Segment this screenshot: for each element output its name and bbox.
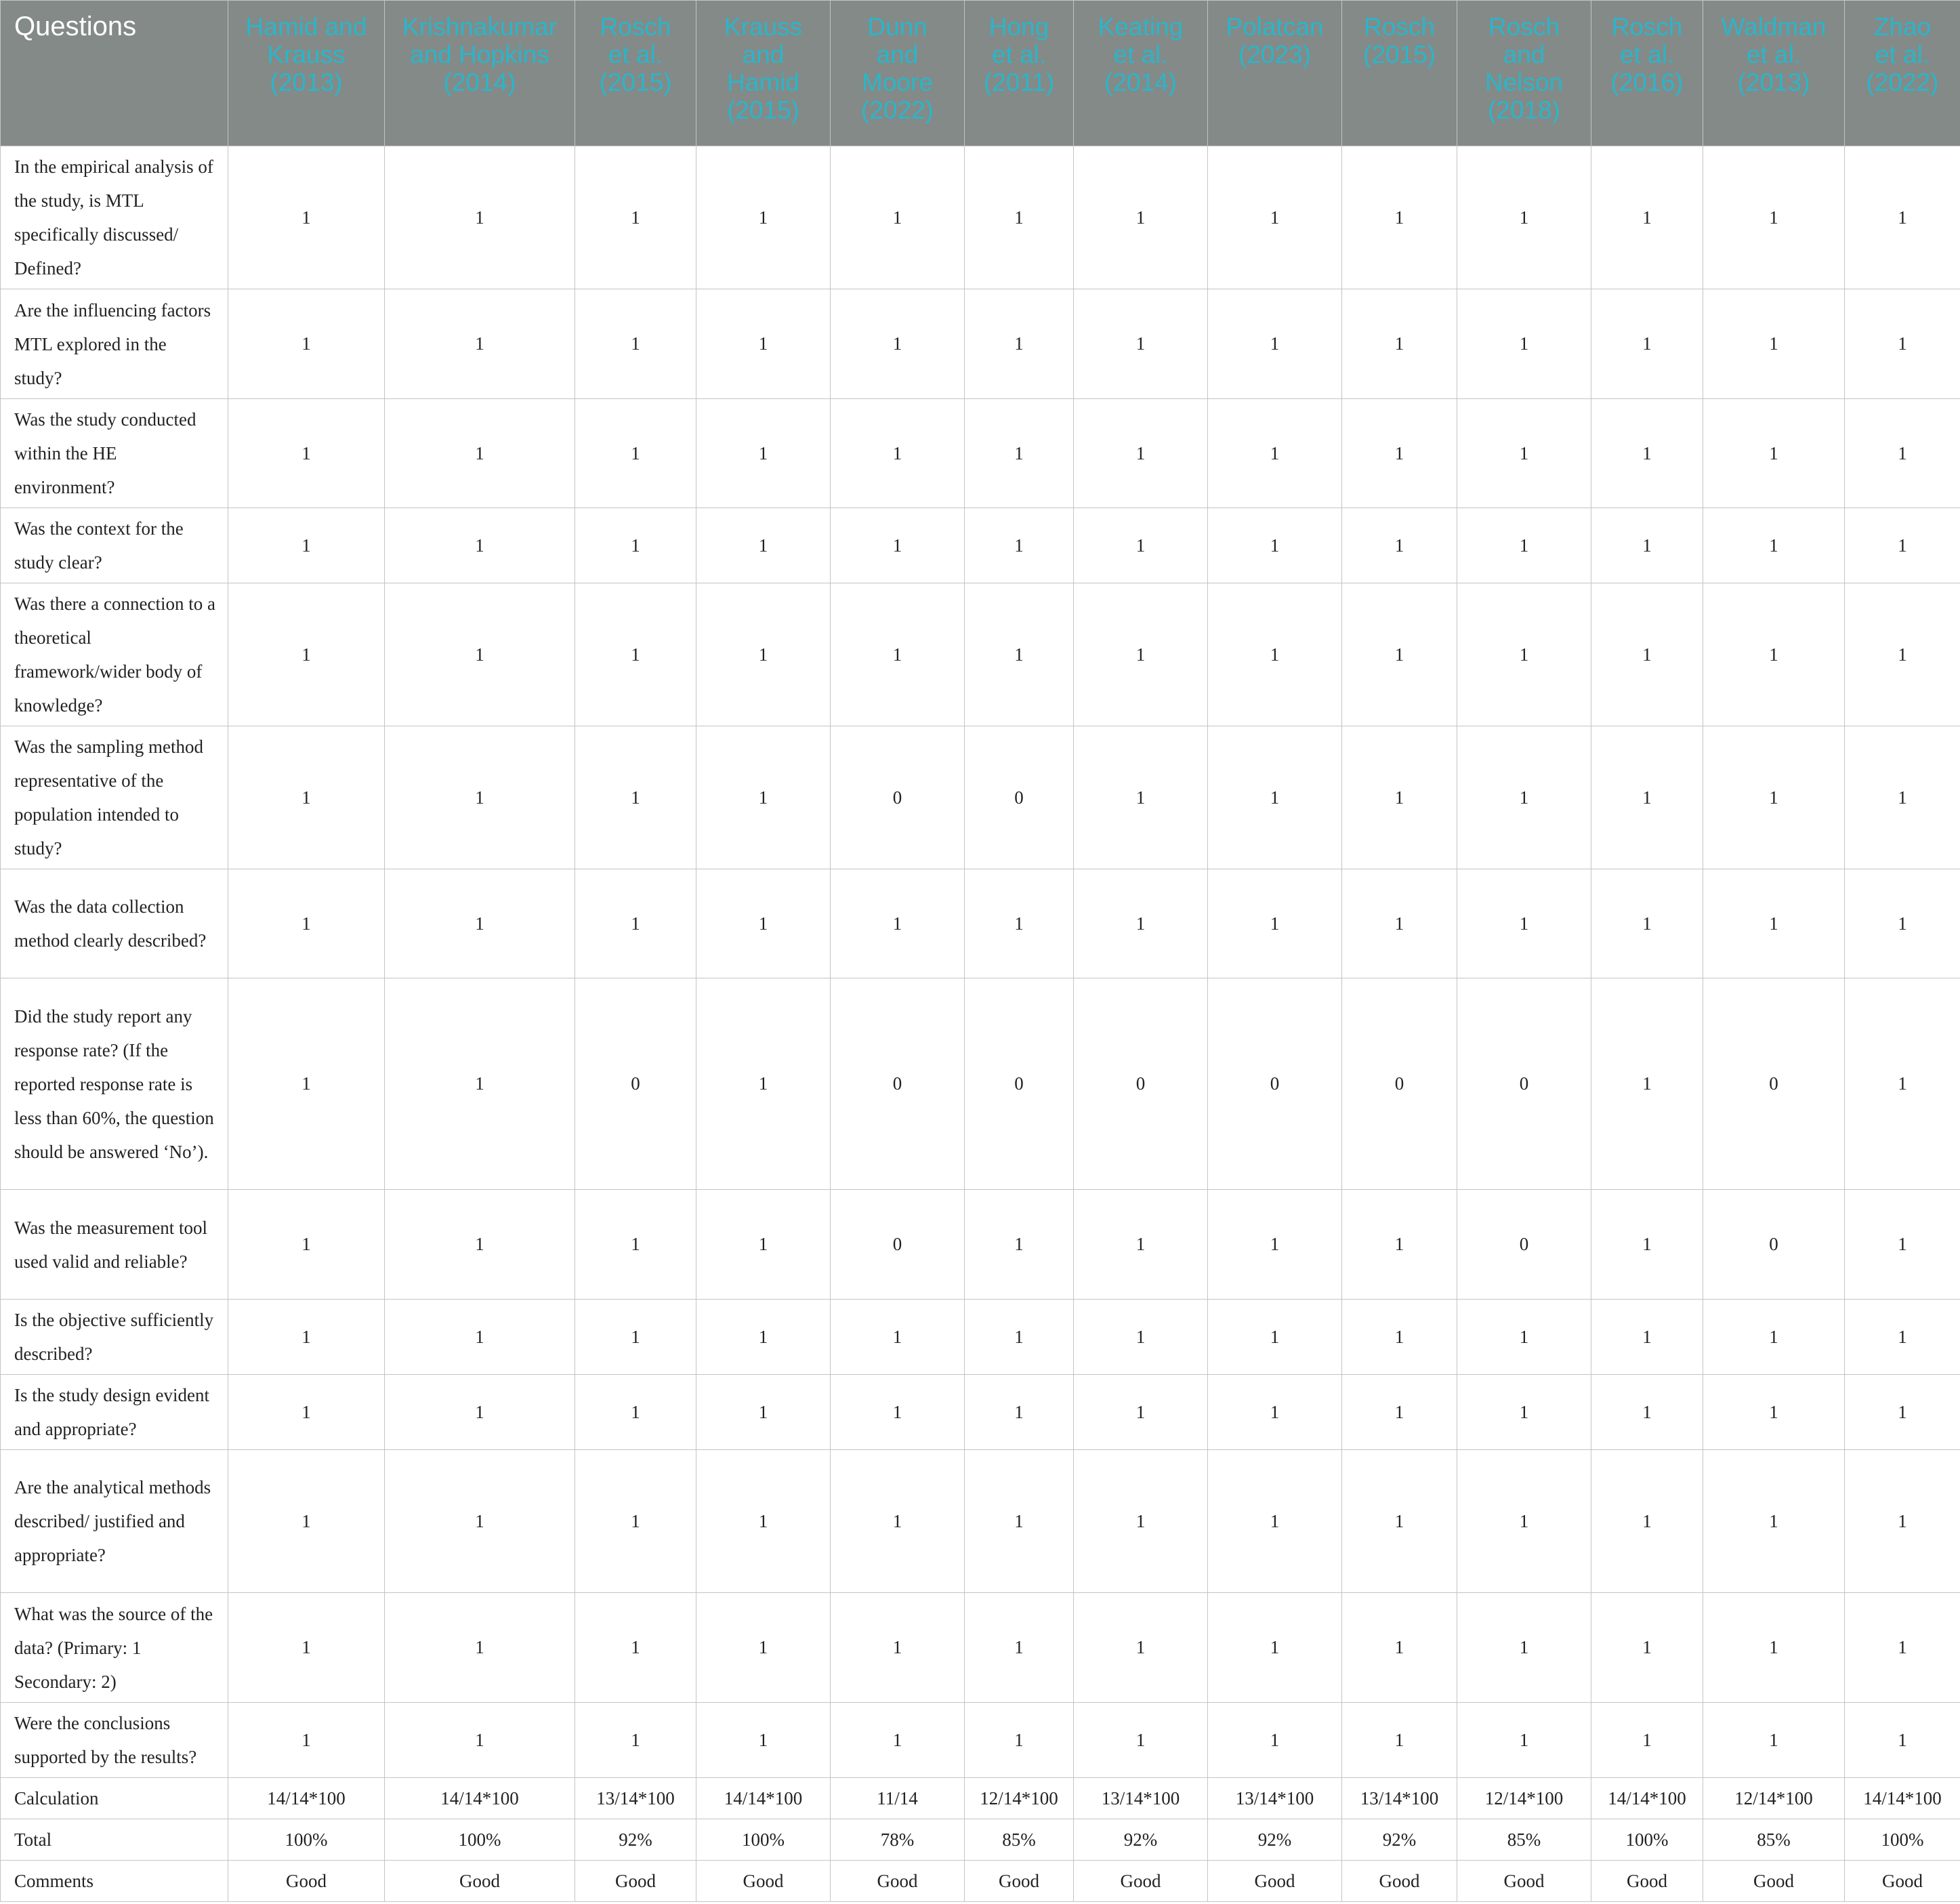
score-cell: 0 bbox=[965, 726, 1074, 869]
summary-cell: 100% bbox=[385, 1819, 575, 1861]
summary-cell: 100% bbox=[696, 1819, 831, 1861]
score-cell: 1 bbox=[228, 146, 385, 289]
score-cell: 0 bbox=[831, 1190, 965, 1300]
summary-cell: Good bbox=[696, 1861, 831, 1902]
score-cell: 0 bbox=[1342, 978, 1457, 1190]
score-cell: 1 bbox=[831, 399, 965, 508]
study-column-header: Polatcan (2023) bbox=[1208, 1, 1342, 146]
score-cell: 1 bbox=[965, 1375, 1074, 1450]
score-cell: 0 bbox=[1457, 978, 1591, 1190]
score-cell: 1 bbox=[831, 583, 965, 726]
summary-cell: 14/14*100 bbox=[696, 1778, 831, 1819]
score-cell: 1 bbox=[696, 146, 831, 289]
score-cell: 1 bbox=[1845, 869, 1960, 978]
score-cell: 1 bbox=[1591, 508, 1703, 583]
score-cell: 1 bbox=[696, 583, 831, 726]
score-cell: 1 bbox=[1845, 583, 1960, 726]
question-row bbox=[1, 146, 1960, 289]
score-cell: 1 bbox=[1703, 508, 1845, 583]
score-cell: 1 bbox=[385, 399, 575, 508]
score-cell: 1 bbox=[831, 508, 965, 583]
summary-cell: 92% bbox=[575, 1819, 696, 1861]
score-cell: 1 bbox=[1342, 1703, 1457, 1778]
summary-cell: 11/14 bbox=[831, 1778, 965, 1819]
score-cell: 1 bbox=[696, 289, 831, 399]
score-cell: 1 bbox=[1703, 1703, 1845, 1778]
summary-cell: 13/14*100 bbox=[1342, 1778, 1457, 1819]
question-text: Was the sampling method representative of the population intended to study? bbox=[1, 726, 228, 869]
question-row bbox=[1, 1300, 1960, 1375]
score-cell: 1 bbox=[1703, 1300, 1845, 1375]
score-cell: 1 bbox=[228, 1190, 385, 1300]
score-cell: 1 bbox=[1208, 1593, 1342, 1703]
summary-cell: 85% bbox=[1457, 1819, 1591, 1861]
score-cell: 1 bbox=[385, 1593, 575, 1703]
score-cell: 1 bbox=[831, 1703, 965, 1778]
score-cell: 1 bbox=[1457, 508, 1591, 583]
score-cell: 1 bbox=[385, 1300, 575, 1375]
summary-cell: 92% bbox=[1208, 1819, 1342, 1861]
score-cell: 1 bbox=[831, 289, 965, 399]
score-cell: 1 bbox=[1457, 1450, 1591, 1593]
score-cell: 1 bbox=[1208, 1300, 1342, 1375]
question-row bbox=[1, 726, 1960, 869]
question-row bbox=[1, 1190, 1960, 1300]
summary-cell: 14/14*100 bbox=[385, 1778, 575, 1819]
score-cell: 0 bbox=[1208, 978, 1342, 1190]
score-cell: 1 bbox=[1074, 1450, 1208, 1593]
score-cell: 1 bbox=[1703, 289, 1845, 399]
score-cell: 1 bbox=[1845, 978, 1960, 1190]
score-cell: 1 bbox=[385, 1450, 575, 1593]
score-cell: 1 bbox=[228, 1300, 385, 1375]
score-cell: 1 bbox=[1342, 399, 1457, 508]
score-cell: 1 bbox=[575, 508, 696, 583]
score-cell: 1 bbox=[1591, 399, 1703, 508]
score-cell: 1 bbox=[1457, 1375, 1591, 1450]
score-cell: 1 bbox=[575, 869, 696, 978]
study-column-header: Rosch et al. (2015) bbox=[575, 1, 696, 146]
score-cell: 1 bbox=[696, 1450, 831, 1593]
study-column-header: Hamid and Krauss (2013) bbox=[228, 1, 385, 146]
summary-cell: 100% bbox=[1591, 1819, 1703, 1861]
question-row bbox=[1, 1375, 1960, 1450]
score-cell: 1 bbox=[1703, 146, 1845, 289]
score-cell: 1 bbox=[965, 399, 1074, 508]
summary-cell: 13/14*100 bbox=[1208, 1778, 1342, 1819]
question-row bbox=[1, 583, 1960, 726]
score-cell: 1 bbox=[575, 1450, 696, 1593]
score-cell: 1 bbox=[1591, 289, 1703, 399]
score-cell: 1 bbox=[1342, 1300, 1457, 1375]
score-cell: 1 bbox=[575, 1593, 696, 1703]
question-text: Were the conclusions supported by the results? bbox=[1, 1703, 228, 1778]
score-cell: 1 bbox=[1457, 726, 1591, 869]
score-cell: 1 bbox=[575, 726, 696, 869]
score-cell: 1 bbox=[228, 1593, 385, 1703]
summary-cell: 12/14*100 bbox=[1703, 1778, 1845, 1819]
score-cell: 0 bbox=[575, 978, 696, 1190]
question-text: Was there a connection to a theoretical framework/wider body of knowledge? bbox=[1, 583, 228, 726]
score-cell: 1 bbox=[696, 1190, 831, 1300]
score-cell: 1 bbox=[1845, 1703, 1960, 1778]
summary-cell: 14/14*100 bbox=[1845, 1778, 1960, 1819]
score-cell: 0 bbox=[1703, 978, 1845, 1190]
header-row bbox=[1, 1, 1960, 146]
summary-cell: 12/14*100 bbox=[1457, 1778, 1591, 1819]
question-row bbox=[1, 1703, 1960, 1778]
question-text: Is the study design evident and appropriate? bbox=[1, 1375, 228, 1450]
score-cell: 1 bbox=[1845, 726, 1960, 869]
score-cell: 1 bbox=[1703, 1593, 1845, 1703]
score-cell: 1 bbox=[1208, 1703, 1342, 1778]
score-cell: 1 bbox=[1208, 399, 1342, 508]
score-cell: 1 bbox=[696, 399, 831, 508]
question-row bbox=[1, 508, 1960, 583]
summary-cell: Good bbox=[1591, 1861, 1703, 1902]
study-column-header: Rosch et al. (2016) bbox=[1591, 1, 1703, 146]
score-cell: 1 bbox=[1074, 1375, 1208, 1450]
summary-label: Total bbox=[1, 1819, 228, 1861]
score-cell: 1 bbox=[385, 1190, 575, 1300]
question-text: What was the source of the data? (Primary: 1 Secondary: 2) bbox=[1, 1593, 228, 1703]
score-cell: 1 bbox=[1591, 1375, 1703, 1450]
score-cell: 1 bbox=[1845, 1190, 1960, 1300]
score-cell: 1 bbox=[385, 1375, 575, 1450]
score-cell: 1 bbox=[696, 978, 831, 1190]
score-cell: 1 bbox=[696, 726, 831, 869]
score-cell: 1 bbox=[228, 1703, 385, 1778]
question-row bbox=[1, 978, 1960, 1190]
score-cell: 1 bbox=[696, 508, 831, 583]
score-cell: 0 bbox=[1703, 1190, 1845, 1300]
score-cell: 1 bbox=[965, 1190, 1074, 1300]
score-cell: 1 bbox=[1591, 1300, 1703, 1375]
score-cell: 1 bbox=[1703, 399, 1845, 508]
score-cell: 1 bbox=[1208, 1450, 1342, 1593]
study-column-header: Krauss and Hamid (2015) bbox=[696, 1, 831, 146]
summary-label: Calculation bbox=[1, 1778, 228, 1819]
score-cell: 1 bbox=[1457, 1300, 1591, 1375]
score-cell: 1 bbox=[831, 1450, 965, 1593]
score-cell: 1 bbox=[1074, 1703, 1208, 1778]
summary-cell: Good bbox=[965, 1861, 1074, 1902]
score-cell: 1 bbox=[385, 869, 575, 978]
score-cell: 1 bbox=[1703, 583, 1845, 726]
score-cell: 1 bbox=[1457, 1703, 1591, 1778]
score-cell: 1 bbox=[1591, 1593, 1703, 1703]
score-cell: 1 bbox=[1457, 399, 1591, 508]
score-cell: 1 bbox=[1342, 1593, 1457, 1703]
score-cell: 1 bbox=[1208, 1375, 1342, 1450]
score-cell: 1 bbox=[1703, 1450, 1845, 1593]
score-cell: 1 bbox=[1208, 726, 1342, 869]
score-cell: 1 bbox=[228, 978, 385, 1190]
score-cell: 0 bbox=[1457, 1190, 1591, 1300]
summary-cell: 100% bbox=[1845, 1819, 1960, 1861]
score-cell: 1 bbox=[575, 146, 696, 289]
score-cell: 1 bbox=[1074, 508, 1208, 583]
question-row bbox=[1, 1450, 1960, 1593]
question-text: In the empirical analysis of the study, is MTL specifically discussed/ Defined? bbox=[1, 146, 228, 289]
score-cell: 1 bbox=[965, 1593, 1074, 1703]
score-cell: 1 bbox=[1208, 289, 1342, 399]
score-cell: 1 bbox=[575, 399, 696, 508]
summary-cell: 100% bbox=[228, 1819, 385, 1861]
score-cell: 1 bbox=[1208, 1190, 1342, 1300]
summary-cell: Good bbox=[385, 1861, 575, 1902]
question-text: Was the study conducted within the HE environment? bbox=[1, 399, 228, 508]
score-cell: 1 bbox=[1591, 1450, 1703, 1593]
score-cell: 1 bbox=[831, 1593, 965, 1703]
score-cell: 1 bbox=[965, 1703, 1074, 1778]
questions-header: Questions bbox=[1, 1, 228, 146]
score-cell: 1 bbox=[965, 289, 1074, 399]
summary-cell: 14/14*100 bbox=[228, 1778, 385, 1819]
question-row bbox=[1, 869, 1960, 978]
score-cell: 1 bbox=[1591, 978, 1703, 1190]
score-cell: 1 bbox=[1342, 146, 1457, 289]
summary-cell: Good bbox=[228, 1861, 385, 1902]
score-cell: 1 bbox=[385, 1703, 575, 1778]
score-cell: 1 bbox=[1591, 726, 1703, 869]
score-cell: 1 bbox=[1845, 399, 1960, 508]
summary-cell: 85% bbox=[1703, 1819, 1845, 1861]
score-cell: 1 bbox=[228, 1375, 385, 1450]
study-column-header: Rosch and Nelson (2018) bbox=[1457, 1, 1591, 146]
score-cell: 1 bbox=[1342, 1190, 1457, 1300]
score-cell: 1 bbox=[575, 289, 696, 399]
score-cell: 1 bbox=[831, 869, 965, 978]
summary-cell: Good bbox=[831, 1861, 965, 1902]
score-cell: 0 bbox=[831, 726, 965, 869]
score-cell: 1 bbox=[228, 289, 385, 399]
score-cell: 1 bbox=[228, 869, 385, 978]
score-cell: 1 bbox=[1074, 583, 1208, 726]
score-cell: 1 bbox=[696, 1593, 831, 1703]
score-cell: 0 bbox=[1074, 978, 1208, 1190]
score-cell: 1 bbox=[696, 1375, 831, 1450]
summary-cell: Good bbox=[575, 1861, 696, 1902]
study-column-header: Dunn and Moore (2022) bbox=[831, 1, 965, 146]
score-cell: 1 bbox=[1208, 508, 1342, 583]
score-cell: 1 bbox=[1342, 583, 1457, 726]
score-cell: 1 bbox=[228, 1450, 385, 1593]
summary-row bbox=[1, 1861, 1960, 1902]
study-column-header: Keating et al. (2014) bbox=[1074, 1, 1208, 146]
study-column-header: Krishnakumar and Hopkins (2014) bbox=[385, 1, 575, 146]
score-cell: 1 bbox=[1074, 869, 1208, 978]
score-cell: 1 bbox=[1074, 1593, 1208, 1703]
score-cell: 1 bbox=[1591, 1703, 1703, 1778]
score-cell: 1 bbox=[965, 583, 1074, 726]
summary-cell: Good bbox=[1074, 1861, 1208, 1902]
score-cell: 1 bbox=[1208, 869, 1342, 978]
summary-cell: 85% bbox=[965, 1819, 1074, 1861]
summary-cell: 92% bbox=[1342, 1819, 1457, 1861]
score-cell: 0 bbox=[965, 978, 1074, 1190]
score-cell: 1 bbox=[1208, 146, 1342, 289]
score-cell: 1 bbox=[965, 508, 1074, 583]
score-cell: 1 bbox=[385, 978, 575, 1190]
score-cell: 1 bbox=[696, 869, 831, 978]
score-cell: 1 bbox=[1845, 1300, 1960, 1375]
score-cell: 1 bbox=[1845, 1450, 1960, 1593]
score-cell: 1 bbox=[1074, 1300, 1208, 1375]
score-cell: 1 bbox=[831, 1300, 965, 1375]
score-cell: 1 bbox=[965, 146, 1074, 289]
score-cell: 1 bbox=[1703, 1375, 1845, 1450]
summary-cell: 14/14*100 bbox=[1591, 1778, 1703, 1819]
score-cell: 1 bbox=[1342, 1450, 1457, 1593]
score-cell: 1 bbox=[831, 1375, 965, 1450]
score-cell: 1 bbox=[385, 289, 575, 399]
score-cell: 1 bbox=[575, 1300, 696, 1375]
summary-cell: 78% bbox=[831, 1819, 965, 1861]
score-cell: 1 bbox=[575, 1375, 696, 1450]
summary-cell: 13/14*100 bbox=[1074, 1778, 1208, 1819]
study-column-header: Rosch (2015) bbox=[1342, 1, 1457, 146]
score-cell: 1 bbox=[228, 583, 385, 726]
summary-row bbox=[1, 1778, 1960, 1819]
summary-cell: Good bbox=[1457, 1861, 1591, 1902]
score-cell: 1 bbox=[1845, 289, 1960, 399]
score-cell: 1 bbox=[1342, 508, 1457, 583]
score-cell: 1 bbox=[965, 869, 1074, 978]
score-cell: 1 bbox=[575, 1190, 696, 1300]
score-cell: 1 bbox=[1074, 289, 1208, 399]
score-cell: 1 bbox=[385, 583, 575, 726]
score-cell: 1 bbox=[385, 146, 575, 289]
study-column-header: Waldman et al. (2013) bbox=[1703, 1, 1845, 146]
summary-cell: Good bbox=[1845, 1861, 1960, 1902]
score-cell: 1 bbox=[1591, 869, 1703, 978]
score-cell: 1 bbox=[1457, 146, 1591, 289]
score-cell: 1 bbox=[696, 1703, 831, 1778]
score-cell: 1 bbox=[1342, 289, 1457, 399]
summary-row bbox=[1, 1819, 1960, 1861]
score-cell: 1 bbox=[965, 1300, 1074, 1375]
score-cell: 1 bbox=[1342, 1375, 1457, 1450]
score-cell: 1 bbox=[1591, 1190, 1703, 1300]
summary-cell: 12/14*100 bbox=[965, 1778, 1074, 1819]
question-row bbox=[1, 399, 1960, 508]
score-cell: 1 bbox=[1074, 1190, 1208, 1300]
question-text: Is the objective sufficiently described? bbox=[1, 1300, 228, 1375]
summary-cell: 92% bbox=[1074, 1819, 1208, 1861]
score-cell: 1 bbox=[1703, 726, 1845, 869]
score-cell: 1 bbox=[1342, 726, 1457, 869]
question-text: Are the influencing factors MTL explored in the study? bbox=[1, 289, 228, 399]
score-cell: 1 bbox=[1845, 1375, 1960, 1450]
question-text: Was the context for the study clear? bbox=[1, 508, 228, 583]
summary-cell: Good bbox=[1342, 1861, 1457, 1902]
score-cell: 1 bbox=[1208, 583, 1342, 726]
score-cell: 1 bbox=[228, 399, 385, 508]
question-text: Are the analytical methods described/ justified and appropriate? bbox=[1, 1450, 228, 1593]
summary-cell: Good bbox=[1703, 1861, 1845, 1902]
table-body bbox=[1, 146, 1960, 1902]
score-cell: 1 bbox=[1591, 146, 1703, 289]
question-text: Was the measurement tool used valid and reliable? bbox=[1, 1190, 228, 1300]
question-row bbox=[1, 289, 1960, 399]
score-cell: 1 bbox=[228, 726, 385, 869]
summary-label: Comments bbox=[1, 1861, 228, 1902]
summary-cell: 13/14*100 bbox=[575, 1778, 696, 1819]
score-cell: 1 bbox=[1703, 869, 1845, 978]
study-column-header: Zhao et al. (2022) bbox=[1845, 1, 1960, 146]
score-cell: 1 bbox=[1457, 289, 1591, 399]
score-cell: 1 bbox=[1845, 1593, 1960, 1703]
score-cell: 1 bbox=[575, 1703, 696, 1778]
score-cell: 0 bbox=[831, 978, 965, 1190]
score-cell: 1 bbox=[385, 508, 575, 583]
question-text: Did the study report any response rate? (If the reported response rate is less than 60%, the question should be answered ‘No’). bbox=[1, 978, 228, 1190]
question-row bbox=[1, 1593, 1960, 1703]
score-cell: 1 bbox=[965, 1450, 1074, 1593]
score-cell: 1 bbox=[1591, 583, 1703, 726]
score-cell: 1 bbox=[228, 508, 385, 583]
score-cell: 1 bbox=[385, 726, 575, 869]
score-cell: 1 bbox=[831, 146, 965, 289]
score-cell: 1 bbox=[1074, 399, 1208, 508]
score-cell: 1 bbox=[1074, 146, 1208, 289]
summary-cell: Good bbox=[1208, 1861, 1342, 1902]
score-cell: 1 bbox=[1845, 508, 1960, 583]
question-text: Was the data collection method clearly described? bbox=[1, 869, 228, 978]
score-cell: 1 bbox=[1845, 146, 1960, 289]
score-cell: 1 bbox=[696, 1300, 831, 1375]
score-cell: 1 bbox=[1457, 583, 1591, 726]
score-cell: 1 bbox=[1457, 869, 1591, 978]
study-column-header: Hong et al. (2011) bbox=[965, 1, 1074, 146]
score-cell: 1 bbox=[1457, 1593, 1591, 1703]
score-cell: 1 bbox=[1342, 869, 1457, 978]
score-cell: 1 bbox=[1074, 726, 1208, 869]
score-cell: 1 bbox=[575, 583, 696, 726]
